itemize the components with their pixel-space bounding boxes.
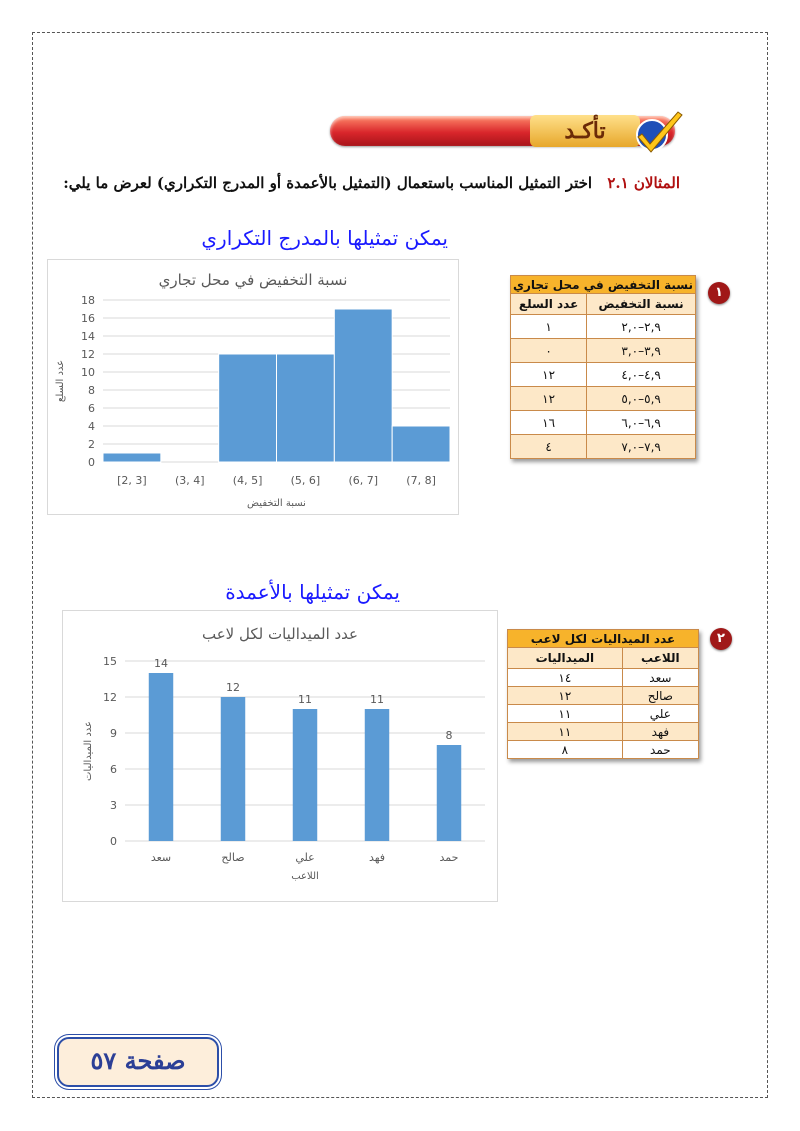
banner-label: تأكـد [530, 115, 640, 147]
table-row [511, 315, 696, 339]
check-banner [330, 108, 700, 154]
x-tick-label: (3, 4] [174, 474, 205, 487]
table-row [511, 411, 696, 435]
y-tick-label: 12 [103, 691, 117, 704]
y-tick-label: 6 [88, 402, 95, 415]
y-tick-label: 0 [88, 456, 95, 469]
data-label: 11 [298, 693, 312, 706]
x-tick-label: علي [295, 851, 315, 864]
y-axis-label: عدد الميداليات [83, 720, 94, 782]
problem-number-badge: ٢ [710, 628, 732, 650]
y-tick-label: 8 [88, 384, 95, 397]
table-row [511, 363, 696, 387]
table-cell: ١٢ [511, 387, 587, 411]
bar [437, 745, 461, 841]
x-tick-label: صالح [221, 851, 245, 864]
example-instruction [63, 174, 680, 192]
table-cell: ١ [511, 315, 587, 339]
table-cell: ١٢ [508, 687, 623, 705]
table-row [508, 687, 699, 705]
table-cell: ١٦ [511, 411, 587, 435]
table-caption: عدد الميداليات لكل لاعب [508, 630, 699, 648]
bar [149, 673, 173, 841]
example-label: المثالان ٢.١ [607, 174, 680, 192]
bar [334, 309, 392, 462]
table-cell: ١٢ [511, 363, 587, 387]
table-cell: ٢,٩–٢,٠ [587, 315, 696, 339]
y-tick-label: 0 [110, 835, 117, 848]
medals-bar-chart [62, 610, 498, 902]
discount-table [510, 275, 696, 459]
y-tick-label: 9 [110, 727, 117, 740]
table-row [508, 741, 699, 759]
y-tick-label: 12 [81, 348, 95, 361]
histogram-svg [48, 260, 458, 514]
section-title-histogram: يمكن تمثيلها بالمدرج التكراري [201, 226, 448, 250]
x-tick-label: (5, 6] [290, 474, 321, 487]
bar [221, 697, 245, 841]
x-tick-label: (6, 7] [348, 474, 379, 487]
example-text: اختر التمثيل المناسب باستعمال (التمثيل بالأعمدة أو المدرج التكراري) لعرض ما يلي: [63, 174, 593, 192]
y-tick-label: 3 [110, 799, 117, 812]
table-cell: ٤ [511, 435, 587, 459]
table-row [511, 339, 696, 363]
chart-title: نسبة التخفيض في محل تجاري [158, 271, 348, 289]
checkmark-icon [630, 108, 690, 154]
x-tick-label: (4, 5] [232, 474, 263, 487]
data-label: 11 [370, 693, 384, 706]
bar [293, 709, 317, 841]
column-header: نسبة التخفيض [587, 294, 696, 315]
x-axis-label: نسبة التخفيض [247, 498, 306, 509]
table-cell: ١١ [508, 705, 623, 723]
y-tick-label: 6 [110, 763, 117, 776]
y-tick-label: 14 [81, 330, 95, 343]
table-cell: ٧,٩–٧,٠ [587, 435, 696, 459]
table-cell: ٣,٩–٣,٠ [587, 339, 696, 363]
x-tick-label: فهد [368, 851, 386, 864]
table-cell: ١٤ [508, 669, 623, 687]
table-cell: ٦,٩–٦,٠ [587, 411, 696, 435]
page-number: صفحة ٥٧ [90, 1046, 186, 1075]
y-tick-label: 10 [81, 366, 95, 379]
table-row [508, 723, 699, 741]
medals-table [507, 629, 699, 759]
x-tick-label: حمد [439, 851, 459, 864]
table-cell: ٤,٩–٤,٠ [587, 363, 696, 387]
y-tick-label: 4 [88, 420, 95, 433]
data-label: 12 [226, 681, 240, 694]
table-cell: فهد [622, 723, 698, 741]
bar [219, 354, 277, 462]
y-axis-label: عدد السلع [55, 359, 66, 403]
page-number-box [57, 1037, 219, 1087]
table-cell: ٨ [508, 741, 623, 759]
y-tick-label: 16 [81, 312, 95, 325]
bar [365, 709, 389, 841]
y-tick-label: 2 [88, 438, 95, 451]
table-row [511, 387, 696, 411]
x-tick-label: [2, 3] [117, 474, 147, 487]
column-header: عدد السلع [511, 294, 587, 315]
histogram-chart [47, 259, 459, 515]
column-header: الميداليات [508, 648, 623, 669]
bar-chart-svg [63, 611, 497, 901]
table-row [511, 435, 696, 459]
table-cell: ١١ [508, 723, 623, 741]
bar [277, 354, 335, 462]
table-cell: ٠ [511, 339, 587, 363]
table-row [508, 705, 699, 723]
table-cell: حمد [622, 741, 698, 759]
bar [103, 453, 161, 462]
y-tick-label: 18 [81, 294, 95, 307]
table-cell: ٥,٩–٥,٠ [587, 387, 696, 411]
table-row [508, 669, 699, 687]
table-cell: سعد [622, 669, 698, 687]
chart-title: عدد الميداليات لكل لاعب [201, 625, 359, 643]
section-title-bars: يمكن تمثيلها بالأعمدة [225, 580, 400, 604]
y-tick-label: 15 [103, 655, 117, 668]
column-header: اللاعب [622, 648, 698, 669]
problem-number-badge: ١ [708, 282, 730, 304]
bar [392, 426, 450, 462]
table-cell: صالح [622, 687, 698, 705]
table-cell: علي [622, 705, 698, 723]
table-caption: نسبة التخفيض في محل تجاري [511, 276, 696, 294]
x-tick-label: سعد [150, 851, 172, 864]
data-label: 14 [154, 657, 168, 670]
data-label: 8 [445, 729, 453, 742]
x-axis-label: اللاعب [291, 871, 319, 882]
x-tick-label: (7, 8] [406, 474, 436, 487]
